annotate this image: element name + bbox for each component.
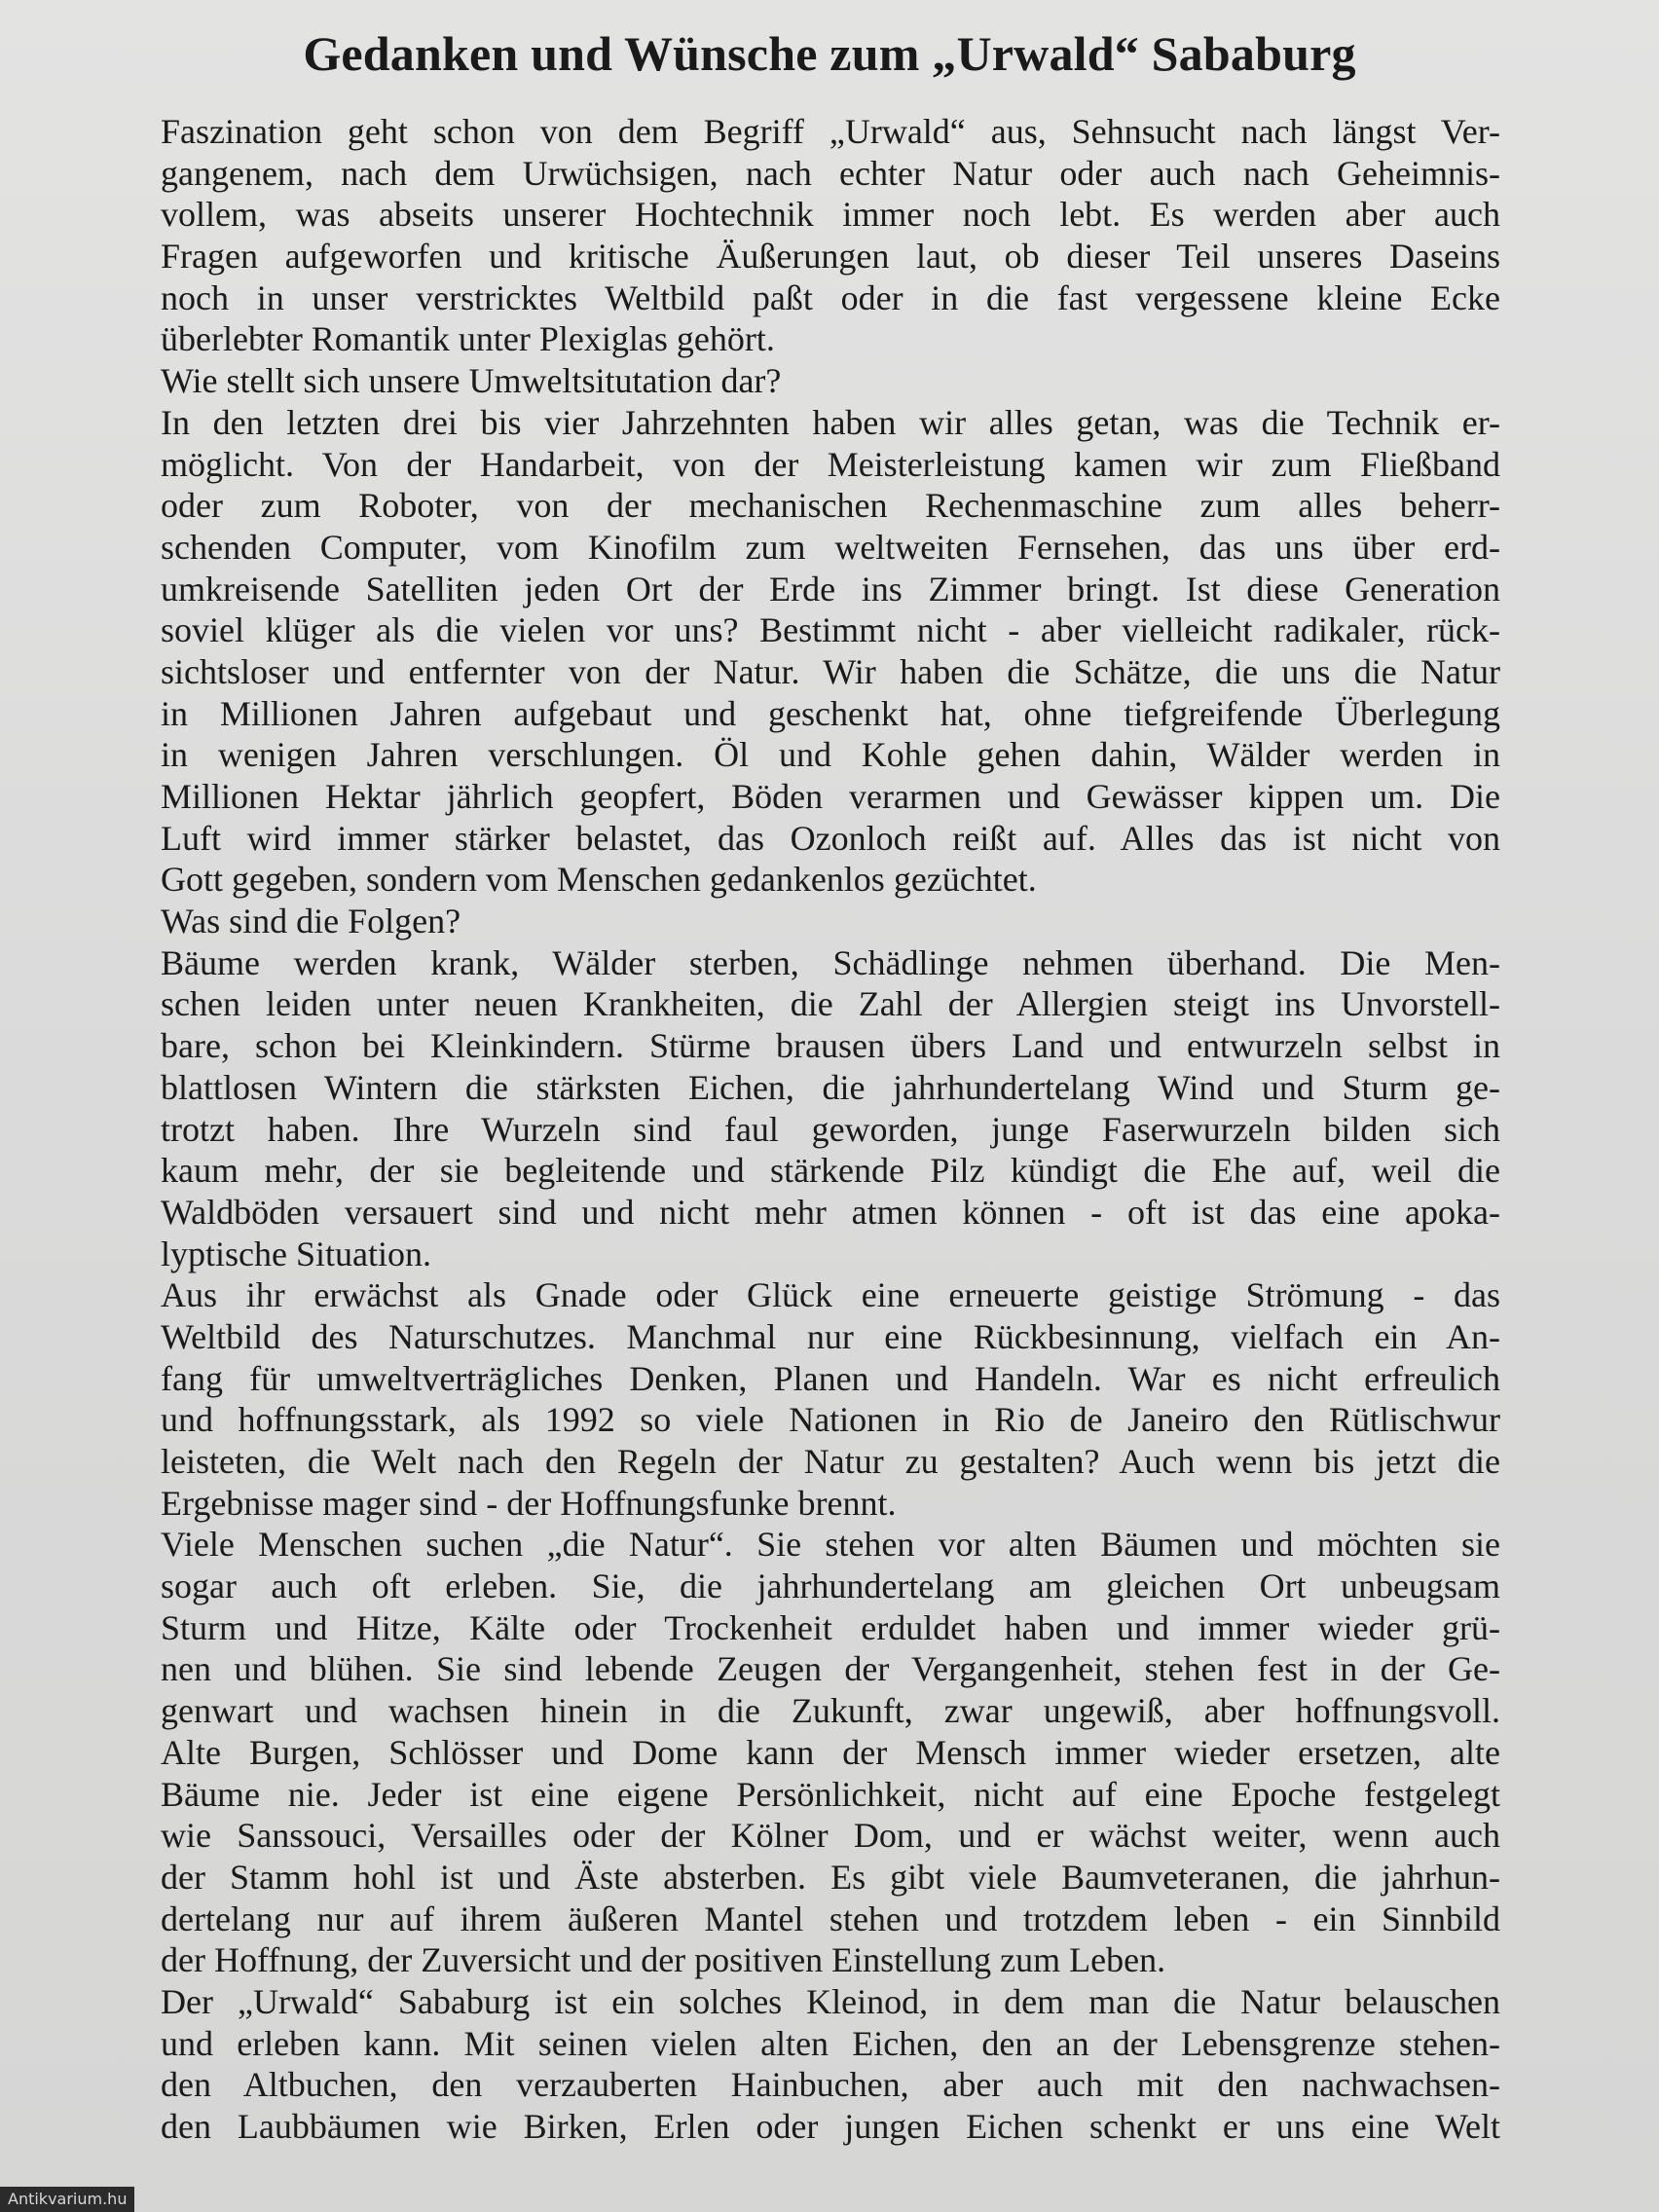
text-line: Faszination geht schon von dem Begriff „Urwald“ aus, Sehnsucht nach längst Ver- bbox=[161, 112, 1500, 151]
text-line: In den letzten drei bis vier Jahrzehnten haben wir alles getan, was die Technik er- bbox=[161, 402, 1500, 442]
text-line: Was sind die Folgen? bbox=[161, 902, 461, 941]
text-line: Sturm und Hitze, Kälte oder Trockenheit erduldet haben und immer wieder grü- bbox=[161, 1607, 1500, 1647]
text-line: Waldböden versauert sind und nicht mehr atmen können - oft ist das eine apoka- bbox=[161, 1192, 1500, 1232]
text-line: dertelang nur auf ihrem äußeren Mantel stehen und trotzdem leben - ein Sinnbild bbox=[161, 1899, 1500, 1938]
text-line: kaum mehr, der sie begleitende und stärkende Pilz kündigt die Ehe auf, weil die bbox=[161, 1151, 1500, 1191]
paragraph bbox=[161, 1274, 1500, 1524]
text-line: bare, schon bei Kleinkindern. Stürme brausen übers Land und entwurzeln selbst in bbox=[161, 1026, 1500, 1066]
text-line: und hoffnungsstark, als 1992 so viele Nationen in Rio de Janeiro den Rütlischwur bbox=[161, 1400, 1500, 1440]
paragraph bbox=[161, 360, 1500, 402]
paragraph bbox=[161, 901, 1500, 942]
text-line: soviel klüger als die vielen vor uns? Bestimmt nicht - aber vielleicht radikaler, rück- bbox=[161, 610, 1500, 650]
watermark: Antikvarium.hu bbox=[0, 2187, 134, 2212]
text-line: vollem, was abseits unserer Hochtechnik immer noch lebt. Es werden aber auch bbox=[161, 195, 1500, 235]
text-line: den Laubbäumen wie Birken, Erlen oder jungen Eichen schenkt er uns eine Welt bbox=[161, 2107, 1500, 2146]
text-line: der Hoffnung, der Zuversicht und der positiven Einstellung zum Leben. bbox=[161, 1940, 1166, 1980]
text-line: Der „Urwald“ Sababurg ist ein solches Kleinod, in dem man die Natur belauschen bbox=[161, 1981, 1500, 2021]
text-line: blattlosen Wintern die stärksten Eichen, die jahrhundertelang Wind und Sturm ge- bbox=[161, 1067, 1500, 1107]
text-line: oder zum Roboter, von der mechanischen Rechenmaschine zum alles beherr- bbox=[161, 486, 1500, 526]
paragraph bbox=[161, 111, 1500, 360]
text-line: Aus ihr erwächst als Gnade oder Glück eine erneuerte geistige Strömung - das bbox=[161, 1275, 1500, 1315]
text-line: überlebter Romantik unter Plexiglas gehört. bbox=[161, 319, 775, 359]
text-line: Fragen aufgeworfen und kritische Äußerungen laut, ob dieser Teil unseres Daseins bbox=[161, 237, 1500, 276]
paragraph bbox=[161, 942, 1500, 1275]
text-line: möglicht. Von der Handarbeit, von der Meisterleistung kamen wir zum Fließband bbox=[161, 444, 1500, 484]
text-line: Weltbild des Naturschutzes. Manchmal nur eine Rückbesinnung, vielfach ein An- bbox=[161, 1316, 1500, 1356]
text-line: sogar auch oft erleben. Sie, die jahrhundertelang am gleichen Ort unbeugsam bbox=[161, 1567, 1500, 1606]
text-line: nen und blühen. Sie sind lebende Zeugen der Vergangenheit, stehen fest in der Ge- bbox=[161, 1649, 1500, 1689]
text-line: umkreisende Satelliten jeden Ort der Erde ins Zimmer bringt. Ist diese Generation bbox=[161, 569, 1500, 608]
paragraph bbox=[161, 402, 1500, 901]
text-line: Luft wird immer stärker belastet, das Ozonloch reißt auf. Alles das ist nicht von bbox=[161, 818, 1500, 858]
page-title: Gedanken und Wünsche zum „Urwald“ Sababurg bbox=[303, 26, 1356, 81]
text-line: noch in unser verstricktes Weltbild paßt oder in die fast vergessene kleine Ecke bbox=[161, 277, 1500, 317]
text-line: genwart und wachsen hinein in die Zukunft, zwar ungewiß, aber hoffnungsvoll. bbox=[161, 1691, 1500, 1731]
text-line: sichtsloser und entfernter von der Natur. Wir haben die Schätze, die uns die Natur bbox=[161, 651, 1500, 691]
text-line: Wie stellt sich unsere Umweltsitutation dar? bbox=[161, 361, 782, 401]
text-line: fang für umweltverträgliches Denken, Planen und Handeln. War es nicht erfreulich bbox=[161, 1358, 1500, 1398]
text-line: lyptische Situation. bbox=[161, 1234, 431, 1273]
text-line: Bäume werden krank, Wälder sterben, Schädlinge nehmen überhand. Die Men- bbox=[161, 942, 1500, 982]
text-line: gangenem, nach dem Urwüchsigen, nach echter Natur oder auch nach Geheimnis- bbox=[161, 153, 1500, 193]
text-line: Ergebnisse mager sind - der Hoffnungsfunke brennt. bbox=[161, 1483, 897, 1523]
text-line: schen leiden unter neuen Krankheiten, die Zahl der Allergien steigt ins Unvorstell- bbox=[161, 984, 1500, 1024]
text-line: in Millionen Jahren aufgebaut und geschenkt hat, ohne tiefgreifende Überlegung bbox=[161, 693, 1500, 733]
text-line: Bäume nie. Jeder ist eine eigene Persönlichkeit, nicht auf eine Epoche festgelegt bbox=[161, 1774, 1500, 1814]
text-line: trotzt haben. Ihre Wurzeln sind faul geworden, junge Faserwurzeln bilden sich bbox=[161, 1109, 1500, 1149]
text-line: schenden Computer, vom Kinofilm zum weltweiten Fernsehen, das uns über erd- bbox=[161, 527, 1500, 567]
text-line: Millionen Hektar jährlich geopfert, Böden verarmen und Gewässer kippen um. Die bbox=[161, 777, 1500, 816]
text-line: den Altbuchen, den verzauberten Hainbuchen, aber auch mit den nachwachsen- bbox=[161, 2065, 1500, 2105]
text-line: und erleben kann. Mit seinen vielen alten Eichen, den an der Lebensgrenze stehen- bbox=[161, 2023, 1500, 2063]
paragraph bbox=[161, 1524, 1500, 1981]
article-body bbox=[161, 111, 1500, 2148]
text-line: leisteten, die Welt nach den Regeln der Natur zu gestalten? Auch wenn bis jetzt die bbox=[161, 1442, 1500, 1481]
text-line: Viele Menschen suchen „die Natur“. Sie stehen vor alten Bäumen und möchten sie bbox=[161, 1525, 1500, 1565]
text-line: Alte Burgen, Schlösser und Dome kann der Mensch immer wieder ersetzen, alte bbox=[161, 1732, 1500, 1772]
text-line: in wenigen Jahren verschlungen. Öl und Kohle gehen dahin, Wälder werden in bbox=[161, 735, 1500, 775]
text-line: Gott gegeben, sondern vom Menschen gedankenlos gezüchtet. bbox=[161, 860, 1037, 900]
text-line: der Stamm hohl ist und Äste absterben. Es gibt viele Baumveteranen, die jahrhun- bbox=[161, 1857, 1500, 1897]
paragraph bbox=[161, 1981, 1500, 2148]
text-line: wie Sanssouci, Versailles oder der Kölner Dom, und er wächst weiter, wenn auch bbox=[161, 1816, 1500, 1856]
